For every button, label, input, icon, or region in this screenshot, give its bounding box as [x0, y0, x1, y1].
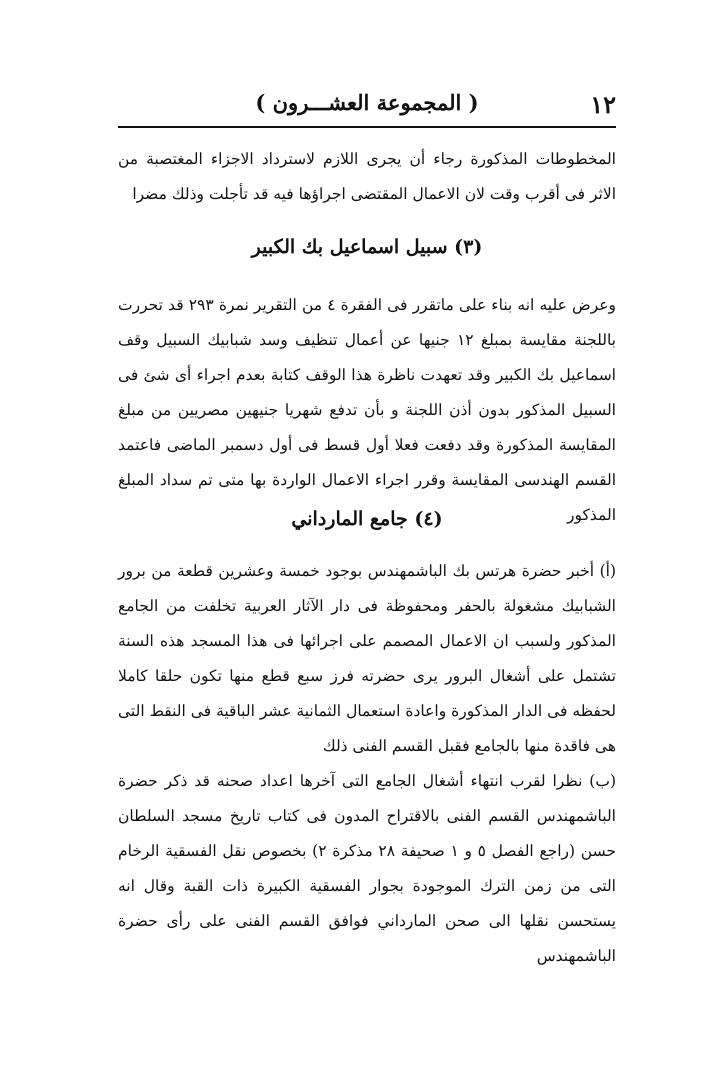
paragraph-continuation: المخطوطات المذكورة رجاء أن يجرى اللازم لاسترداد الاجزاء المغتصبة من الاثر فى أقرب وقت لان الاعمال المقتضى اجراؤها فيه قد تأجلت وذلك مضرا — [118, 150, 616, 203]
paragraph-mosque-b: (ب) نظرا لقرب انتهاء أشغال الجامع التى آخرها اعداد صحنه قد ذكر حضرة الباشمهندس القسم الفنى بالاقتراح المدون فى كتاب تاريخ مسجد السلطان حسن (راجع الفصل ٥ و ١ صحيفة ٢٨ مذكرة ٢) بخصوص نقل الفسقية الرخام التى من زمن الترك الموجودة بجوار الفسقية الكبيرة ذات القبة وقال انه يستحسن نقلها الى صحن المارداني فوافق القسم الفنى على رأى حضرة الباشمهندس — [118, 772, 616, 965]
section-heading-sabil: (٣) سبيل اسماعيل بك الكبير — [251, 236, 483, 258]
paragraph-mosque-a: (أ) أخبر حضرة هرتس بك الباشمهندس بوجود خمسة وعشرين قطعة من برور الشبابيك مشغولة بالحفر ومحفوظة فى دار الآثار العربية تخلفت من الجامع المذكور ولسبب ان الاعمال المصمم على اجرائها فى هذا المسجد هذه السنة تشتمل على أشغال البرور يرى حضرته فرز سبع قطع منها تكون حلقا كاملا لحفظه فى الدار المذكورة واعادة استعمال الثمانية عشر الباقية فى النقط التى هى فاقدة منها بالجامع فقبل القسم الفنى ذلك — [118, 562, 616, 755]
paragraph-sabil: وعرض عليه انه بناء على ماتقرر فى الفقرة ٤ من التقرير نمرة ٢٩٣ قد تحررت باللجنة مقايسة بمبلغ ١٢ جنيها عن أعمال تنظيف وسد شبابيك السبيل وقف اسماعيل بك الكبير وقد تعهدت ناظرة هذا الوقف كتابة بعدم اجراء أى شئ فى السبيل المذكور بدون أذن اللجنة و بأن تدفع شهريا جنيهين مصريين من مبلغ المقايسة المذكورة وقد دفعت فعلا أول قسط فى أول دسمبر الماضى فاعتمد القسم الهندسى المقايسة وقرر اجراء الاعمال الواردة بها متى تم سداد المبلغ المذكور — [118, 296, 616, 524]
running-title: ( المجموعة العشـــرون ) — [255, 90, 479, 115]
header-divider — [118, 126, 616, 128]
section-heading-mosque: (٤) جامع المارداني — [291, 508, 443, 530]
page-header — [118, 84, 616, 124]
page-number: ١٢ — [590, 90, 616, 119]
